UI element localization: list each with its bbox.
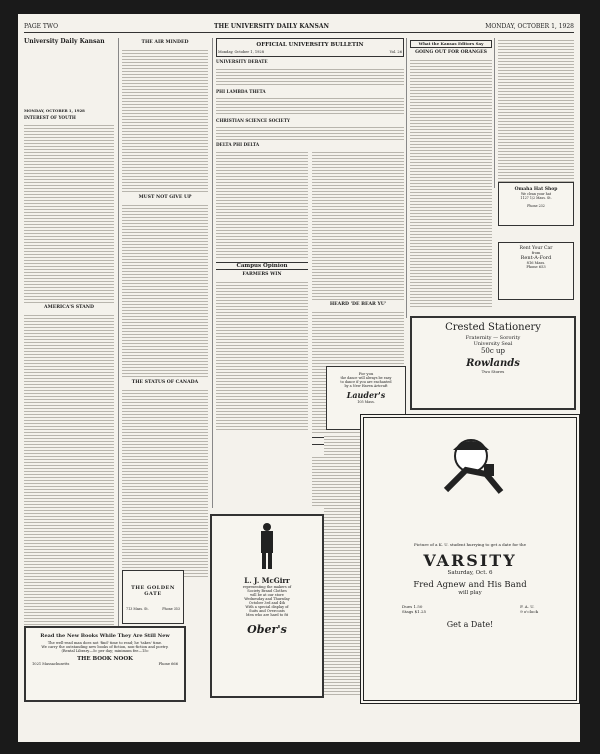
paper-name: University Daily Kansan: [24, 38, 105, 45]
book-nook-addr: 1021 Massachusetts: [32, 662, 70, 666]
crested-price: 50c up: [480, 347, 506, 355]
crested-stores: Two Stores: [481, 369, 505, 374]
student-illustration: [426, 432, 516, 498]
hat-shop-phone: Phone 232: [527, 204, 545, 208]
varsity-time: 9 o'clock: [520, 609, 538, 614]
mcgirr-line6: With a special display of: [245, 605, 289, 609]
rent-line3: Rent-A-Ford: [520, 255, 552, 261]
mcgirr-line2: Society Brand Clothes: [247, 589, 287, 593]
mcgirr-line4: Wednesday and Thursday: [244, 597, 290, 601]
golden-gate-name: THE GOLDEN GATE: [131, 585, 175, 597]
book-nook-line4: (Rental Library—5c per day; minimum fee—15c: [61, 649, 149, 653]
book-nook-name: THE BOOK NOOK: [77, 656, 133, 662]
varsity-band: Fred Agnew and His Band: [413, 580, 527, 590]
rent-line4: 816 Mass.: [526, 261, 546, 265]
mcgirr-line7: Suits and Overcoats: [249, 609, 285, 613]
dance-line4: by a New Haven Artcraft: [344, 384, 388, 388]
dance-tag: 105 Mass.: [357, 400, 375, 404]
golden-gate-ad: [122, 570, 184, 624]
mcgirr-ad: [210, 514, 324, 698]
dance-line1: For you: [358, 371, 374, 376]
mcgirr-line8: Men who are hard to fit: [245, 613, 289, 617]
heading-air-minded: THE AIR MINDED: [141, 40, 189, 45]
newspaper-page: [18, 14, 580, 742]
heard-de-bear-heading: HEARD 'DE BEAR YU': [329, 301, 387, 307]
oranges-heading: GOING OUT FOR ORANGES: [415, 50, 487, 55]
crested-title: Crested Stationery: [445, 322, 541, 333]
heading-must-not-give-up: MUST NOT GIVE UP: [138, 195, 192, 200]
kansas-editors-column: [410, 38, 492, 318]
mcgirr-line3: will be at our store: [250, 593, 284, 597]
heading-status-canada: THE STATUS OF CANADA: [131, 380, 199, 385]
obers-logo: Ober's: [247, 623, 287, 636]
rowlands-logo: Rowlands: [466, 358, 520, 369]
book-nook-line2: The well-read man does not 'find' time to read; he 'takes' time.: [47, 641, 163, 645]
editorial-heading-america: AMERICA'S STAND: [44, 304, 94, 310]
page-number: PAGE TWO: [24, 23, 58, 30]
rent-line2: from: [531, 251, 541, 255]
editorial-heading-youth: INTEREST OF YOUTH: [24, 115, 76, 121]
mcgirr-name: L. J. McGirr: [244, 576, 290, 585]
varsity-ad: [360, 414, 580, 704]
crested-line1: Fraternity — Sorority: [465, 335, 521, 341]
varsity-stags: Stags $1.25: [402, 609, 427, 614]
hat-shop-line2: 1127 1/2 Mass. St.: [520, 196, 552, 200]
editorial-column: [24, 38, 114, 638]
lauders-logo: Lauder's: [346, 390, 386, 400]
dance-line2: the dance will always be easy: [340, 376, 392, 380]
golden-gate-phone: Phone 353: [162, 607, 180, 611]
masthead: [24, 22, 574, 33]
dance-line3: to dance if you are enchanted: [340, 380, 392, 384]
crested-stationery-ad: [410, 316, 576, 410]
varsity-caption: Picture of a K. U. student hurrying to get a date for the: [414, 542, 526, 547]
bulletin-christian-science: CHRISTIAN SCIENCE SOCIETY: [216, 118, 290, 124]
rent-line5: Phone 653: [526, 265, 546, 269]
varsity-name: VARSITY: [423, 551, 517, 570]
column-six: [498, 38, 574, 188]
hat-shop-name: Omaha Hat Shop: [514, 187, 558, 192]
book-nook-phone: Phone 666: [158, 662, 178, 666]
rent-line1: Rent Your Car: [519, 246, 553, 251]
book-nook-ad: [24, 626, 186, 702]
farmers-win-heading: FARMERS WIN: [242, 271, 282, 277]
kansas-editors-title: What the Kansas Editors Say: [410, 40, 492, 48]
bulletin-delta-phi: DELTA PHI DELTA: [216, 142, 260, 148]
masthead-date: MONDAY, OCTOBER 1, 1928: [485, 23, 574, 30]
mcgirr-line1: representing the makers of: [242, 585, 292, 589]
mcgirr-line5: October 3rd and 4th: [248, 601, 286, 605]
bulletin-title: OFFICIAL UNIVERSITY BULLETIN: [256, 42, 364, 48]
book-nook-line3: We carry the outstanding new books of fiction, non-fiction and poetry.: [41, 645, 169, 649]
hat-shop-line1: We clean your hat: [520, 192, 552, 196]
bulletin-date: Monday, October 1, 1928: [218, 50, 265, 54]
campus-opinion-heading: Campus Opinion: [216, 262, 308, 270]
crested-line2: University Seal: [473, 341, 513, 347]
hat-shop-ad: [498, 182, 574, 226]
golden-gate-addr: 713 Mass. St.: [126, 607, 149, 611]
bulletin-volume: Vol. 26: [389, 50, 402, 54]
varsity-fau: F. A. U.: [520, 604, 535, 609]
man-illustration: [257, 522, 277, 570]
masthead-title: THE UNIVERSITY DAILY KANSAN: [214, 23, 329, 30]
editorial-date: MONDAY, OCTOBER 1, 1928: [24, 108, 85, 113]
book-nook-line1: Read the New Books While They Are Still New: [40, 633, 170, 639]
varsity-dues: Dues 1.50: [402, 604, 423, 609]
bulletin-phi-lambda: PHI LAMBDA THETA: [216, 88, 266, 94]
column-two: [122, 38, 208, 588]
bulletin-debate: UNIVERSITY DEBATE: [216, 59, 268, 65]
varsity-date: Saturday, Oct. 6: [447, 570, 493, 576]
varsity-cta: Get a Date!: [446, 620, 494, 629]
varsity-play: will play: [458, 590, 482, 596]
rent-a-ford-ad: [498, 242, 574, 300]
